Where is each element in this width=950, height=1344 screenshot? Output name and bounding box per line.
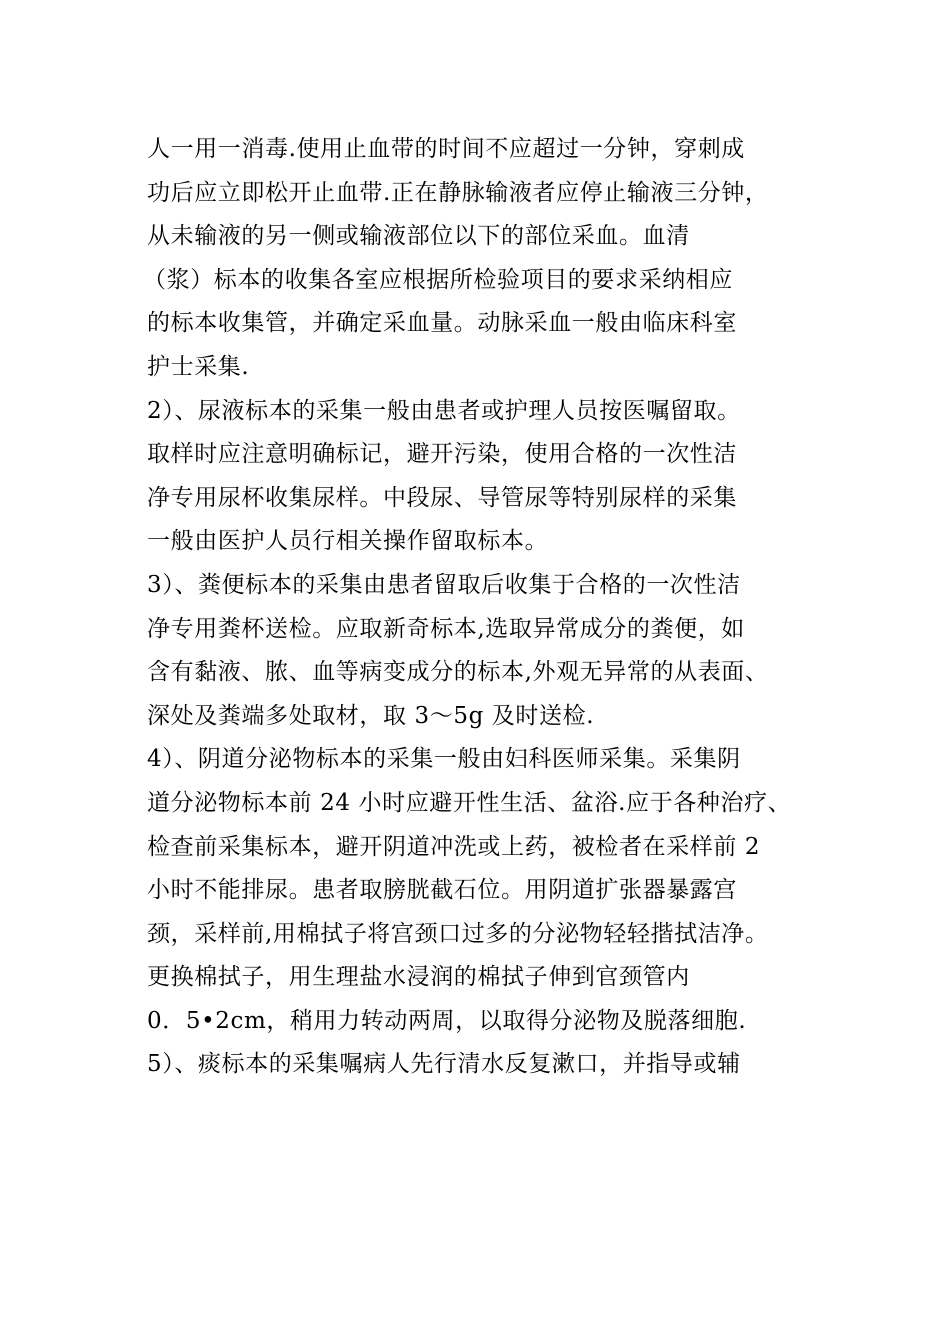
text-line: 5）、痰标本的采集嘱病人先行清水反复漱口，并指导或辅	[147, 1051, 741, 1078]
text-line: 更换棉拭子，用生理盐水浸润的棉拭子伸到官颈管内	[147, 964, 690, 991]
text-line: 4）、阴道分泌物标本的采集一般由妇科医师采集。采集阴	[147, 746, 741, 773]
text-line: 含有黏液、脓、血等病变成分的标本,外观无异常的从表面、	[147, 659, 769, 686]
text-line: 取样时应注意明确标记，避开污染，使用合格的一次性洁	[147, 441, 737, 468]
text-line: （浆）标本的收集各室应根据所检验项目的要求采纳相应	[143, 266, 733, 293]
text-line: 一般由医护人员行相关操作留取标本。	[147, 528, 549, 555]
text-line: 从未输液的另一侧或输液部位以下的部位采血。血清	[147, 223, 690, 250]
text-line: 道分泌物标本前 24 小时应避开性生活、盆浴.应于各种治疗、	[147, 789, 792, 816]
text-line: 小时不能排尿。患者取膀胱截石位。用阴道扩张器暴露宫	[147, 877, 737, 904]
text-line: 0．5•2cm，稍用力转动两周，以取得分泌物及脱落细胞.	[147, 1007, 747, 1034]
text-line: 净专用粪杯送检。应取新奇标本,选取异常成分的粪便，如	[147, 615, 745, 642]
text-line: 2）、尿液标本的采集一般由患者或护理人员按医嘱留取。	[147, 397, 741, 424]
text-line: 人一用一消毒.使用止血带的时间不应超过一分钟，穿刺成	[147, 136, 745, 162]
text-line: 净专用尿杯收集尿样。中段尿、导管尿等特别尿样的采集	[147, 484, 737, 511]
text-line: 护士采集.	[147, 353, 250, 380]
text-line: 功后应立即松开止血带.正在静脉输液者应停止输液三分钟，	[147, 179, 769, 206]
text-line: 的标本收集管，并确定采血量。动脉采血一般由临床科室	[147, 310, 737, 337]
text-line: 检查前采集标本，避开阴道冲洗或上药，被检者在采样前 2	[147, 833, 761, 860]
text-line: 3）、粪便标本的采集由患者留取后收集于合格的一次性洁	[147, 571, 741, 598]
text-line: 颈，采样前,用棉拭子将宫颈口过多的分泌物轻轻揩拭洁净。	[147, 920, 769, 947]
body-text	[143, 128, 847, 1087]
text-line: 深处及粪端多处取材，取 3～5g 及时送检.	[147, 702, 595, 729]
